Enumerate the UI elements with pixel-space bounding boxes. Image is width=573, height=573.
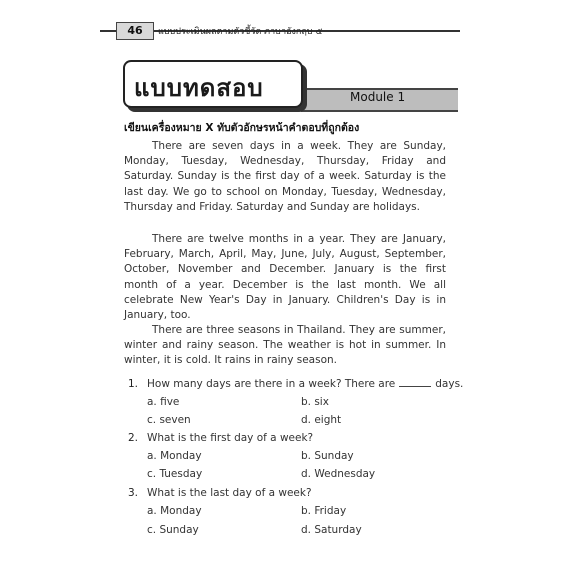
passage-paragraph-2: There are twelve months in a year. They are January, February, March, April, May, June, July, August, September, October, November and December. January is the first month of a year. December is the last month. We all celebrate New Year's Day in January. Children's Day is in January, too. (124, 233, 446, 322)
option-a: a. five (147, 396, 180, 408)
question-number: 3. (128, 487, 139, 499)
option-d: d. Wednesday (301, 468, 376, 480)
instruction: เขียนเครื่องหมาย X ทับตัวอักษรหน้าคำตอบที่ถูกต้อง (124, 122, 360, 134)
option-c: c. Sunday (147, 524, 199, 536)
option-b: b. six (301, 396, 329, 408)
question-text-before: How many days are there in a week? There are (147, 378, 396, 390)
question-number: 2. (128, 432, 139, 444)
option-c: c. Tuesday (147, 468, 203, 480)
option-d: d. Saturday (301, 524, 362, 536)
module-label: Module 1 (350, 90, 406, 104)
book-title: แบบประเมินผลตามตัวชี้วัด ภาษาอังกฤษ ๕ (158, 27, 323, 37)
page-number: 46 (116, 22, 154, 40)
option-b: b. Friday (301, 505, 347, 517)
answer-blank (399, 386, 431, 387)
option-a: a. Monday (147, 505, 202, 517)
question-number: 1. (128, 378, 139, 390)
question-text: What is the first day of a week? (147, 432, 314, 444)
passage-paragraph-3: There are three seasons in Thailand. They are summer, winter and rainy season. The weather is hot in summer. In winter, it is cold. It rains in rainy season. (124, 324, 446, 367)
option-a: a. Monday (147, 450, 202, 462)
question-text-after: days. (435, 378, 464, 390)
option-c: c. seven (147, 414, 191, 426)
page-title: แบบทดสอบ (134, 74, 264, 102)
question-text: What is the last day of a week? (147, 487, 312, 499)
question-text (147, 378, 463, 390)
option-d: d. eight (301, 414, 342, 426)
option-b: b. Sunday (301, 450, 354, 462)
passage-paragraph-1: There are seven days in a week. They are Sunday, Monday, Tuesday, Wednesday, Thursday, Friday and Saturday. Sunday is the first day of a week. Saturday is the last day. We go to school on Monday, Tuesday, Wednesday, Thursday and Friday. Saturday and Sunday are holidays. (124, 140, 446, 213)
